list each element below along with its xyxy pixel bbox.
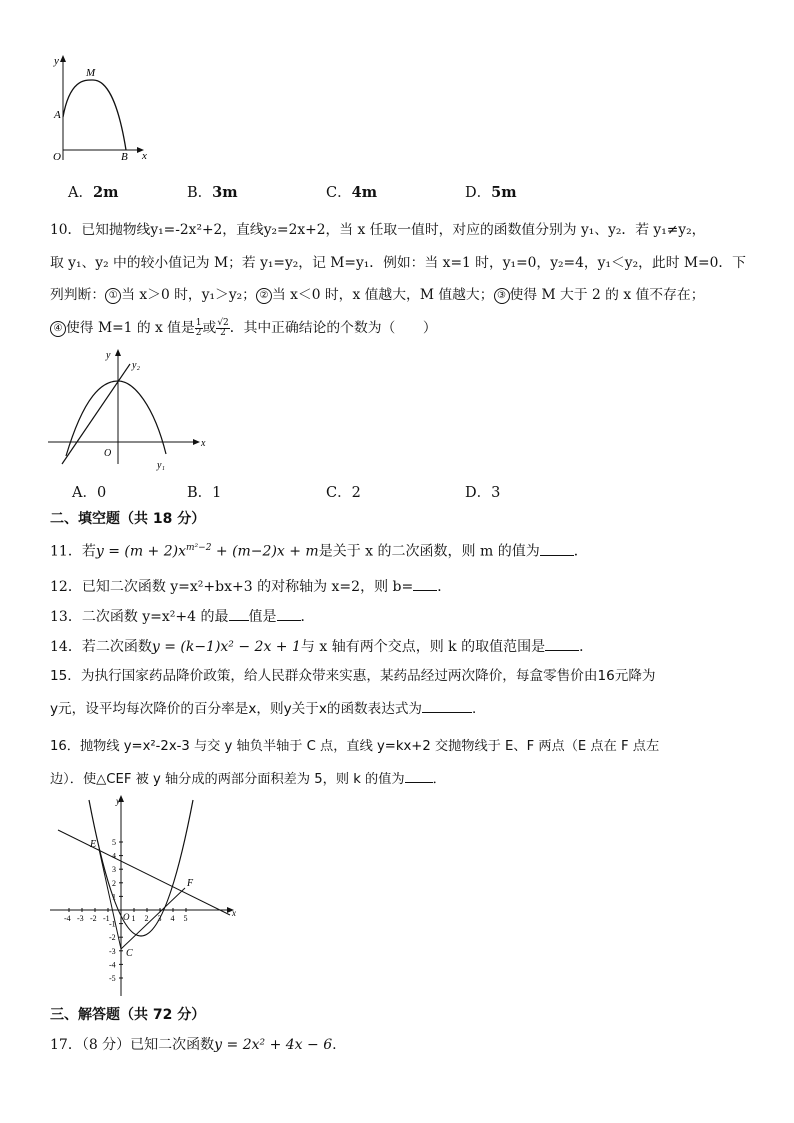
q11-text: 11．若 [50,543,96,560]
q14 [50,636,593,657]
label-E: E [90,839,97,850]
y-tick-label: 5 [112,838,116,847]
fraction-denominator: 2 [195,328,202,338]
label-M: M [86,67,96,79]
q11-period: ． [573,543,588,560]
option-value: 5m [491,184,517,201]
q10-text: 当 x＞0 时，y₁＞y₂； [121,287,256,303]
label-B: B [121,151,128,163]
answer-blank[interactable] [413,576,437,591]
y-tick-label: 2 [112,878,116,888]
q10-line-2: 取 y₁、y₂ 中的较小值记为 M；若 y₁=y₂，记 M=y₁．例如：当 x=1 时，y₁=0，y₂=4，y₁＜y₂，此时 M=0．下 [50,255,746,271]
q10-line-4 [50,318,437,338]
label-x: x [232,908,236,918]
q9-option-a [68,181,118,202]
answer-blank[interactable] [405,768,433,783]
q10-option-d: D．3 [465,485,501,501]
y-axis-arrow [115,349,121,356]
label-C: C [126,948,133,959]
q16-period: ． [432,772,446,787]
y-tick-label: 4 [112,851,116,861]
line-EF [58,830,230,915]
circle-number-4: ④ [50,321,66,337]
y-tick-label: 1 [112,892,116,902]
x-tick-label: 3 [157,914,162,923]
q10-text: 使得 M=1 的 x 值是 [66,320,195,336]
x-tick-label: 5 [183,914,188,923]
x-tick-label: 1 [131,914,136,923]
q10-option-b: B．1 [187,485,222,501]
fraction-numerator: 1 [195,318,202,328]
fraction-numerator: √2 [217,318,229,328]
q17-text: 17．（8 分）已知二次函数 [50,1037,215,1053]
q10-text: ．其中正确结论的个数为（ ） [229,320,437,336]
q13 [50,606,315,627]
y-tick-label: -1 [109,919,116,929]
x-tick-label: 4 [170,914,175,923]
q10-text: 或 [202,320,217,336]
fraction-root2-half [216,319,229,338]
q10-line-1: 10．已知抛物线y₁=-2x²+2，直线y₂=2x+2，当 x 任取一值时，对应的函数值分别为 y₁、y₂．若 y₁≠y₂， [50,222,706,238]
q9-option-b [187,181,238,202]
x-tick-label: -3 [77,914,84,923]
circle-number-1: ① [105,288,121,304]
q13-text: 13．二次函数 y=x²+4 的最 [50,609,229,625]
q16-line-2 [50,768,446,790]
answer-blank[interactable] [545,636,579,651]
option-value: 4m [351,184,378,201]
figure-parabola-line [44,346,214,474]
y-tick-label: -2 [109,933,116,943]
label-A: A [54,109,61,121]
q10-text: 使得 M 大于 2 的 x 值不存在； [509,287,705,303]
q12-period: ． [437,579,452,595]
q10-text: 列判断： [50,287,106,303]
option-value: 2m [92,184,119,201]
q16-text: 边）．使△CEF 被 y 轴分成的两部分面积差为 5，则 k 的值为 [50,772,405,787]
label-y: y [116,796,120,806]
option-letter: A． [68,185,93,201]
q17 [50,1035,337,1055]
q15-text: y元，设平均每次降价的百分率是x，则y关于x的函数表达式为 [50,701,423,717]
q11 [50,538,588,562]
q16-line-1: 16．抛物线 y=x²-2x-3 与交 y 轴负半轴于 C 点，直线 y=kx+2 交抛物线于 E、F 两点（E 点在 F 点左 [50,739,660,754]
y-axis-arrow [60,55,66,62]
q11-exponent: m²−2 [186,543,212,553]
q10-line-3 [50,285,705,305]
line-y2 [62,364,130,464]
label-O: O [104,448,112,459]
x-tick-label: -1 [103,914,110,923]
label-F: F [187,878,194,889]
circle-number-3: ③ [494,288,510,304]
x-tick-label: -4 [64,914,71,923]
y-tick-label: -5 [109,974,116,983]
label-y1: y₁ [157,460,165,471]
q17-period: . [332,1037,337,1053]
q11-formula-tail: + (m−2)x + m [211,543,319,560]
x-tick-label: -2 [90,914,97,923]
q11-text: 是关于 x 的二次函数，则 m 的值为 [318,543,540,560]
q14-formula: y = (k−1)x² − 2x + 1 [151,639,301,655]
option-letter: B． [187,185,213,201]
q12 [50,576,451,597]
option-letter: D． [465,185,492,201]
x-tick-label: 2 [144,914,149,923]
q9-option-d [465,181,517,202]
q10-text: 当 x＜0 时，x 值越大，M 值越大； [271,287,494,303]
fraction-half [195,319,203,338]
q13-period: ． [300,609,315,625]
x-axis-arrow [193,439,200,445]
q15-period: ． [472,701,486,717]
parabola-curve [63,80,126,150]
figure-coordinate-grid [48,794,248,1000]
q17-formula: y = 2x² + 4x − 6 [214,1037,333,1053]
q15-line-1: 15．为执行国家药品降价政策，给人民群众带来实惠，某药品经过两次降价，每盒零售价由16元降为 [50,668,656,684]
label-O: O [123,912,130,922]
y-tick-label: -3 [109,946,116,956]
q11-formula: y = (m + 2)x [95,543,187,560]
answer-blank[interactable] [229,606,249,621]
q13-text: 值是 [248,609,277,625]
option-letter: C． [326,185,352,201]
q14-text: 与 x 轴有两个交点，则 k 的取值范围是 [300,639,546,655]
q14-period: ． [579,639,594,655]
option-value: 3m [212,184,238,201]
label-O: O [53,151,61,163]
label-y: y [54,55,59,67]
answer-blank[interactable] [422,698,472,713]
y-tick-label: 3 [112,865,116,875]
section-2-heading: 二、填空题（共 18 分） [50,511,206,527]
figure-parabola-arch [48,52,158,167]
answer-blank[interactable] [540,541,574,556]
q12-text: 12．已知二次函数 y=x²+bx+3 的对称轴为 x=2，则 b= [50,579,414,595]
answer-blank[interactable] [277,606,301,621]
fraction-denominator: 2 [220,328,226,338]
q9-option-c [326,181,377,202]
circle-number-2: ② [256,288,272,304]
y-tick-label: -4 [109,960,116,970]
parabola-y1 [66,381,166,456]
label-x: x [201,438,206,449]
q10-option-c: C．2 [326,485,361,501]
q15-line-2 [50,698,486,719]
label-x: x [142,150,147,162]
label-y: y [106,350,111,361]
section-3-heading: 三、解答题（共 72 分） [50,1007,206,1023]
q10-option-a: A．0 [72,485,107,501]
label-y2: y₂ [132,360,140,371]
q14-text: 14．若二次函数 [50,639,152,655]
